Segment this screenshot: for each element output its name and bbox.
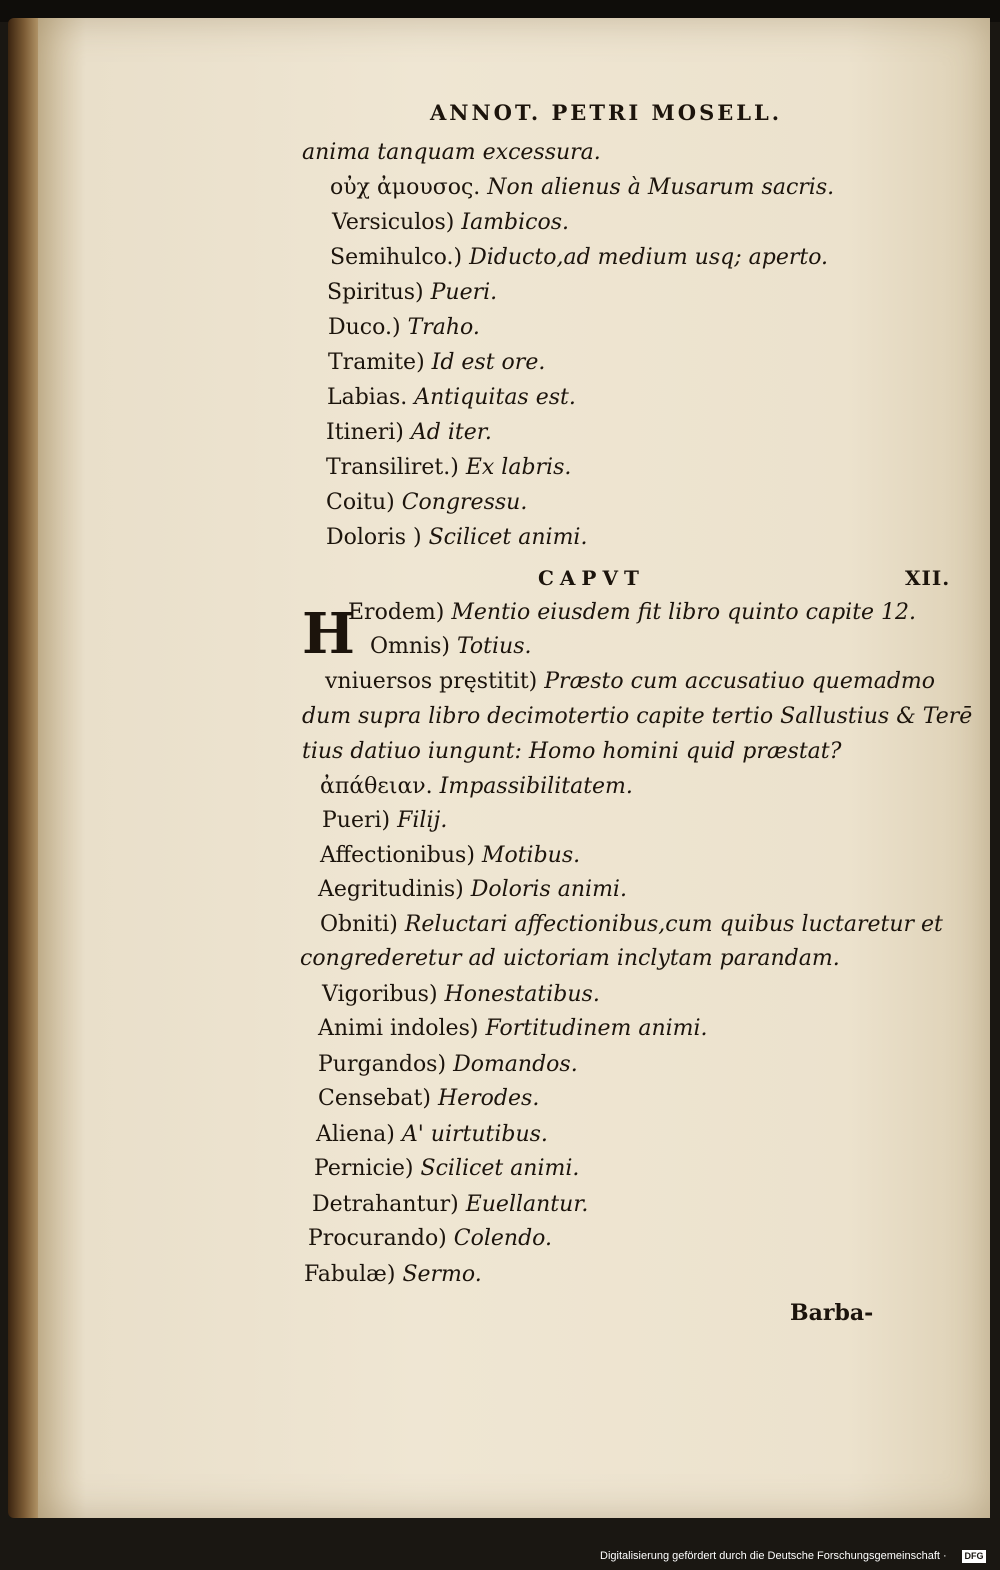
lemma: Erodem) <box>348 600 452 625</box>
scan-bottom-bar <box>0 1518 1000 1570</box>
text-line <box>326 455 571 480</box>
gloss: Non alienus à Musarum sacris. <box>487 175 835 200</box>
catchword: Barba- <box>790 1300 874 1326</box>
lemma: Duco.) <box>328 315 408 340</box>
text-line <box>318 1052 578 1077</box>
gloss: congrederetur ad uictoriam inclytam parandam. <box>300 946 840 971</box>
gloss: Congressu. <box>401 490 528 515</box>
lemma: οὐχ ἀμουσος. <box>330 175 488 200</box>
caput-number: XII. <box>905 566 951 590</box>
gloss: Totius. <box>456 634 532 659</box>
gloss: Herodes. <box>437 1086 540 1111</box>
lemma: Aliena) <box>316 1122 402 1147</box>
gloss: Impassibilitatem. <box>439 774 633 799</box>
running-title: ANNOT. PETRI MOSELL. <box>430 100 783 125</box>
lemma: Coitu) <box>326 490 402 515</box>
gloss: anima tanquam excessura. <box>302 140 601 165</box>
gloss: Fortitudinem animi. <box>485 1016 708 1041</box>
lemma: Procurando) <box>308 1226 454 1251</box>
text-line <box>320 774 633 799</box>
text-line <box>322 808 447 833</box>
text-line <box>330 175 834 200</box>
lemma: Doloris ) <box>326 525 429 550</box>
text-line <box>322 982 600 1007</box>
lemma: vniuersos pręstitit) <box>325 669 545 694</box>
lemma: ἀπάθειαν. <box>320 774 440 799</box>
gloss: Pueri. <box>430 280 498 305</box>
gloss: Ex labris. <box>465 455 572 480</box>
text-line <box>320 843 580 868</box>
text-line <box>326 525 587 550</box>
text-line <box>330 245 828 270</box>
lemma: Purgandos) <box>318 1052 454 1077</box>
lemma: Pernicie) <box>314 1156 421 1181</box>
text-line <box>326 490 527 515</box>
lemma: Versiculos) <box>332 210 462 235</box>
text-line <box>318 1016 708 1041</box>
text-line <box>348 600 916 625</box>
gloss: Iambicos. <box>461 210 570 235</box>
drop-cap: H <box>302 601 355 667</box>
text-line <box>302 704 972 729</box>
lemma: Labias. <box>327 385 415 410</box>
text-line <box>312 1192 588 1217</box>
text-line <box>328 315 480 340</box>
gloss: Præsto cum accusatiuo quemadmo <box>544 669 936 694</box>
text-line <box>332 210 569 235</box>
gloss: Sermo. <box>402 1262 482 1287</box>
footer-note: Digitalisierung gefördert durch die Deutsche Forschungsgemeinschaft · <box>600 1550 947 1562</box>
lemma: Vigoribus) <box>322 982 445 1007</box>
lemma: Pueri) <box>322 808 398 833</box>
text-line <box>314 1156 579 1181</box>
gloss: A' uirtutibus. <box>401 1122 548 1147</box>
gloss: Honestatibus. <box>444 982 600 1007</box>
dfg-logo-icon: DFG <box>962 1550 986 1563</box>
text-line <box>316 1122 548 1147</box>
lemma: Tramite) <box>328 350 432 375</box>
text-line <box>327 280 497 305</box>
lemma: Animi indoles) <box>318 1016 486 1041</box>
lemma: Censebat) <box>318 1086 438 1111</box>
text-line <box>302 739 841 764</box>
text-line <box>308 1226 552 1251</box>
text-line <box>304 1262 482 1287</box>
gloss: Filij. <box>397 808 448 833</box>
gloss: Doloris animi. <box>470 877 627 902</box>
text-line <box>370 634 532 659</box>
lemma: Obniti) <box>320 912 405 937</box>
gloss: Motibus. <box>481 843 581 868</box>
text-line <box>327 385 576 410</box>
text-line <box>325 669 935 694</box>
gloss: Euellantur. <box>465 1192 589 1217</box>
text-line <box>300 946 840 971</box>
gloss: Scilicet animi. <box>420 1156 580 1181</box>
caput-title: CAPVT <box>538 566 645 590</box>
text-line <box>318 1086 539 1111</box>
gloss: Antiquitas est. <box>414 385 576 410</box>
lemma: Fabulæ) <box>304 1262 403 1287</box>
gloss: Traho. <box>407 315 480 340</box>
gloss: Colendo. <box>453 1226 553 1251</box>
lemma: Affectionibus) <box>320 843 482 868</box>
gloss: Ad iter. <box>410 420 492 445</box>
lemma: Aegritudinis) <box>318 877 471 902</box>
lemma: Spiritus) <box>327 280 431 305</box>
gloss: Reluctari affectionibus,cum quibus luctaretur et <box>404 912 943 937</box>
lemma: Transiliret.) <box>326 455 466 480</box>
gloss: Id est ore. <box>431 350 546 375</box>
gloss: Domandos. <box>453 1052 578 1077</box>
gloss: dum supra libro decimotertio capite tertio Sallustius & Terē <box>302 704 973 729</box>
gloss: tius datiuo iungunt: Homo homini quid præstat? <box>302 739 842 764</box>
book-page <box>38 18 990 1518</box>
text-line <box>302 140 601 165</box>
gloss: Mentio eiusdem fit libro quinto capite 12. <box>451 600 917 625</box>
text-line <box>326 420 492 445</box>
lemma: Semihulco.) <box>330 245 470 270</box>
gloss: Diducto,ad medium usq; aperto. <box>469 245 829 270</box>
lemma: Omnis) <box>370 634 457 659</box>
gloss: Scilicet animi. <box>428 525 588 550</box>
text-line <box>328 350 545 375</box>
text-line <box>320 912 943 937</box>
lemma: Detrahantur) <box>312 1192 466 1217</box>
lemma: Itineri) <box>326 420 411 445</box>
text-line <box>318 877 627 902</box>
